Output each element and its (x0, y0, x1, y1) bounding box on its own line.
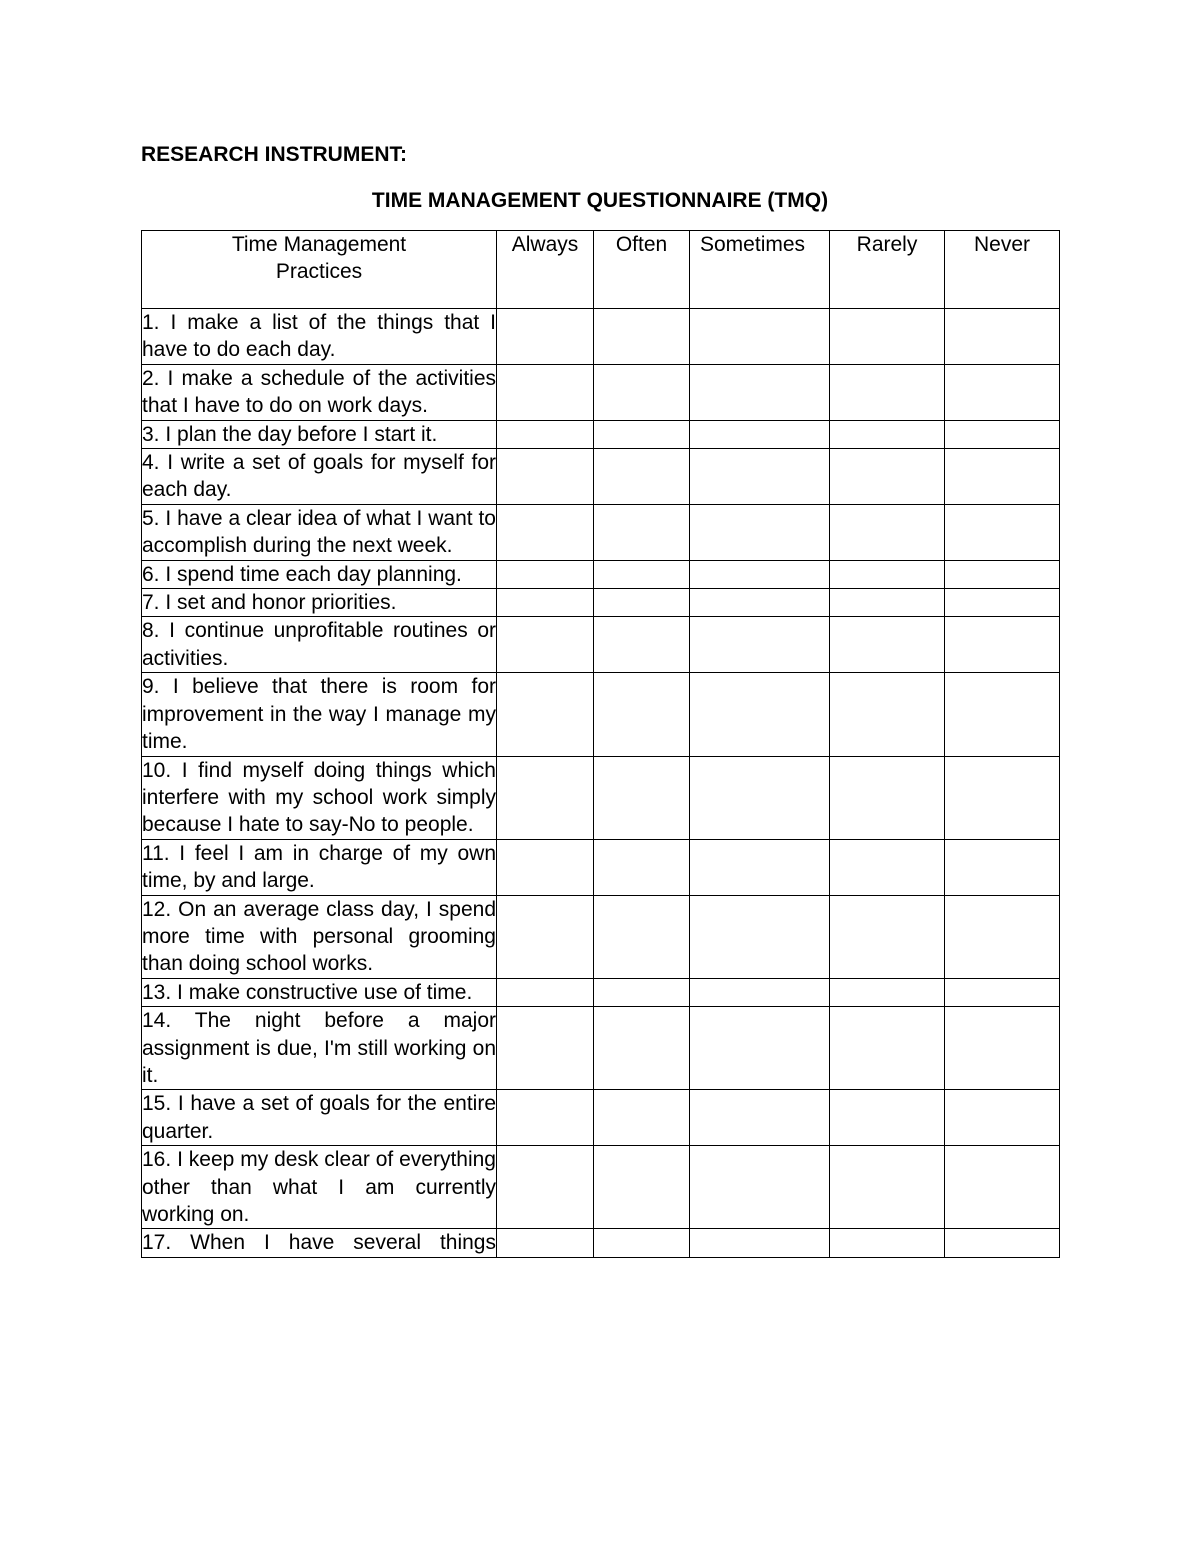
response-sometimes-17[interactable] (690, 1229, 830, 1257)
response-never-1[interactable] (945, 309, 1060, 365)
response-sometimes-11[interactable] (690, 839, 830, 895)
response-often-9[interactable] (594, 673, 690, 756)
column-header-rarely: Rarely (830, 231, 945, 309)
response-sometimes-3[interactable] (690, 420, 830, 448)
response-never-5[interactable] (945, 504, 1060, 560)
practice-item-1: 1. I make a list of the things that I have to do each day. (142, 309, 497, 365)
response-rarely-8[interactable] (830, 617, 945, 673)
practice-item-16: 16. I keep my desk clear of everything other than what I am currently working on. (142, 1146, 497, 1229)
response-sometimes-15[interactable] (690, 1090, 830, 1146)
table-row (142, 1090, 1060, 1146)
table-row (142, 756, 1060, 839)
response-rarely-16[interactable] (830, 1146, 945, 1229)
response-often-3[interactable] (594, 420, 690, 448)
response-never-7[interactable] (945, 589, 1060, 617)
response-often-2[interactable] (594, 364, 690, 420)
practice-item-8: 8. I continue unprofitable routines or activities. (142, 617, 497, 673)
response-sometimes-13[interactable] (690, 978, 830, 1006)
practice-item-5: 5. I have a clear idea of what I want to accomplish during the next week. (142, 504, 497, 560)
practice-item-11: 11. I feel I am in charge of my own time, by and large. (142, 839, 497, 895)
table-row (142, 1007, 1060, 1090)
response-rarely-2[interactable] (830, 364, 945, 420)
response-never-10[interactable] (945, 756, 1060, 839)
response-rarely-1[interactable] (830, 309, 945, 365)
response-rarely-3[interactable] (830, 420, 945, 448)
response-always-2[interactable] (497, 364, 594, 420)
practice-item-12: 12. On an average class day, I spend more time with personal grooming than doing school works. (142, 895, 497, 978)
response-always-10[interactable] (497, 756, 594, 839)
response-rarely-11[interactable] (830, 839, 945, 895)
response-rarely-6[interactable] (830, 560, 945, 588)
response-often-1[interactable] (594, 309, 690, 365)
response-often-16[interactable] (594, 1146, 690, 1229)
response-always-14[interactable] (497, 1007, 594, 1090)
practice-item-6: 6. I spend time each day planning. (142, 560, 497, 588)
response-never-2[interactable] (945, 364, 1060, 420)
response-never-11[interactable] (945, 839, 1060, 895)
column-header-often: Often (594, 231, 690, 309)
table-row (142, 1229, 1060, 1257)
practice-item-15: 15. I have a set of goals for the entire quarter. (142, 1090, 497, 1146)
response-often-13[interactable] (594, 978, 690, 1006)
response-sometimes-14[interactable] (690, 1007, 830, 1090)
response-always-7[interactable] (497, 589, 594, 617)
practice-item-2: 2. I make a schedule of the activities that I have to do on work days. (142, 364, 497, 420)
table-row (142, 1146, 1060, 1229)
response-rarely-7[interactable] (830, 589, 945, 617)
response-sometimes-1[interactable] (690, 309, 830, 365)
response-rarely-14[interactable] (830, 1007, 945, 1090)
response-often-14[interactable] (594, 1007, 690, 1090)
practice-item-4: 4. I write a set of goals for myself for each day. (142, 449, 497, 505)
response-never-15[interactable] (945, 1090, 1060, 1146)
response-rarely-5[interactable] (830, 504, 945, 560)
response-rarely-4[interactable] (830, 449, 945, 505)
response-never-9[interactable] (945, 673, 1060, 756)
table-row (142, 560, 1060, 588)
response-sometimes-8[interactable] (690, 617, 830, 673)
response-always-6[interactable] (497, 560, 594, 588)
response-rarely-17[interactable] (830, 1229, 945, 1257)
response-always-17[interactable] (497, 1229, 594, 1257)
response-never-17[interactable] (945, 1229, 1060, 1257)
response-always-15[interactable] (497, 1090, 594, 1146)
response-rarely-9[interactable] (830, 673, 945, 756)
response-always-12[interactable] (497, 895, 594, 978)
response-always-3[interactable] (497, 420, 594, 448)
practice-item-14: 14. The night before a major assignment is due, I'm still working on it. (142, 1007, 497, 1090)
response-sometimes-12[interactable] (690, 895, 830, 978)
response-rarely-12[interactable] (830, 895, 945, 978)
response-always-5[interactable] (497, 504, 594, 560)
column-header-always: Always (497, 231, 594, 309)
response-often-11[interactable] (594, 839, 690, 895)
questionnaire-table (141, 230, 1060, 1258)
response-never-14[interactable] (945, 1007, 1060, 1090)
response-sometimes-4[interactable] (690, 449, 830, 505)
table-row (142, 364, 1060, 420)
response-often-10[interactable] (594, 756, 690, 839)
response-often-17[interactable] (594, 1229, 690, 1257)
practice-item-9: 9. I believe that there is room for improvement in the way I manage my time. (142, 673, 497, 756)
response-rarely-13[interactable] (830, 978, 945, 1006)
table-row (142, 895, 1060, 978)
response-often-12[interactable] (594, 895, 690, 978)
questionnaire-title: TIME MANAGEMENT QUESTIONNAIRE (TMQ) (371, 189, 829, 212)
column-header-sometimes: Sometimes (690, 231, 830, 309)
response-never-3[interactable] (945, 420, 1060, 448)
response-never-16[interactable] (945, 1146, 1060, 1229)
response-often-15[interactable] (594, 1090, 690, 1146)
response-sometimes-2[interactable] (690, 364, 830, 420)
table-row (142, 504, 1060, 560)
table-row (142, 449, 1060, 505)
table-header-row (142, 231, 1060, 309)
column-header-never: Never (945, 231, 1060, 309)
response-always-16[interactable] (497, 1146, 594, 1229)
response-always-11[interactable] (497, 839, 594, 895)
response-always-4[interactable] (497, 449, 594, 505)
table-row (142, 589, 1060, 617)
response-often-6[interactable] (594, 560, 690, 588)
practice-item-17: 17. When I have several things (142, 1229, 497, 1257)
response-sometimes-5[interactable] (690, 504, 830, 560)
practice-item-13: 13. I make constructive use of time. (142, 978, 497, 1006)
section-heading: RESEARCH INSTRUMENT: (141, 143, 408, 166)
table-row (142, 978, 1060, 1006)
response-rarely-10[interactable] (830, 756, 945, 839)
table-row (142, 309, 1060, 365)
response-often-8[interactable] (594, 617, 690, 673)
practice-item-10: 10. I find myself doing things which interfere with my school work simply because I hate to say-No to people. (142, 756, 497, 839)
response-never-13[interactable] (945, 978, 1060, 1006)
table-row (142, 673, 1060, 756)
response-often-7[interactable] (594, 589, 690, 617)
response-sometimes-10[interactable] (690, 756, 830, 839)
column-header-practices: Time Management Practices (142, 231, 497, 309)
response-often-5[interactable] (594, 504, 690, 560)
response-never-6[interactable] (945, 560, 1060, 588)
response-never-4[interactable] (945, 449, 1060, 505)
response-always-13[interactable] (497, 978, 594, 1006)
response-sometimes-7[interactable] (690, 589, 830, 617)
table-row (142, 617, 1060, 673)
table-row (142, 420, 1060, 448)
response-sometimes-16[interactable] (690, 1146, 830, 1229)
response-never-8[interactable] (945, 617, 1060, 673)
response-always-9[interactable] (497, 673, 594, 756)
table-row (142, 839, 1060, 895)
response-never-12[interactable] (945, 895, 1060, 978)
response-always-8[interactable] (497, 617, 594, 673)
practice-item-7: 7. I set and honor priorities. (142, 589, 497, 617)
response-sometimes-6[interactable] (690, 560, 830, 588)
response-always-1[interactable] (497, 309, 594, 365)
response-sometimes-9[interactable] (690, 673, 830, 756)
response-rarely-15[interactable] (830, 1090, 945, 1146)
practice-item-3: 3. I plan the day before I start it. (142, 420, 497, 448)
response-often-4[interactable] (594, 449, 690, 505)
